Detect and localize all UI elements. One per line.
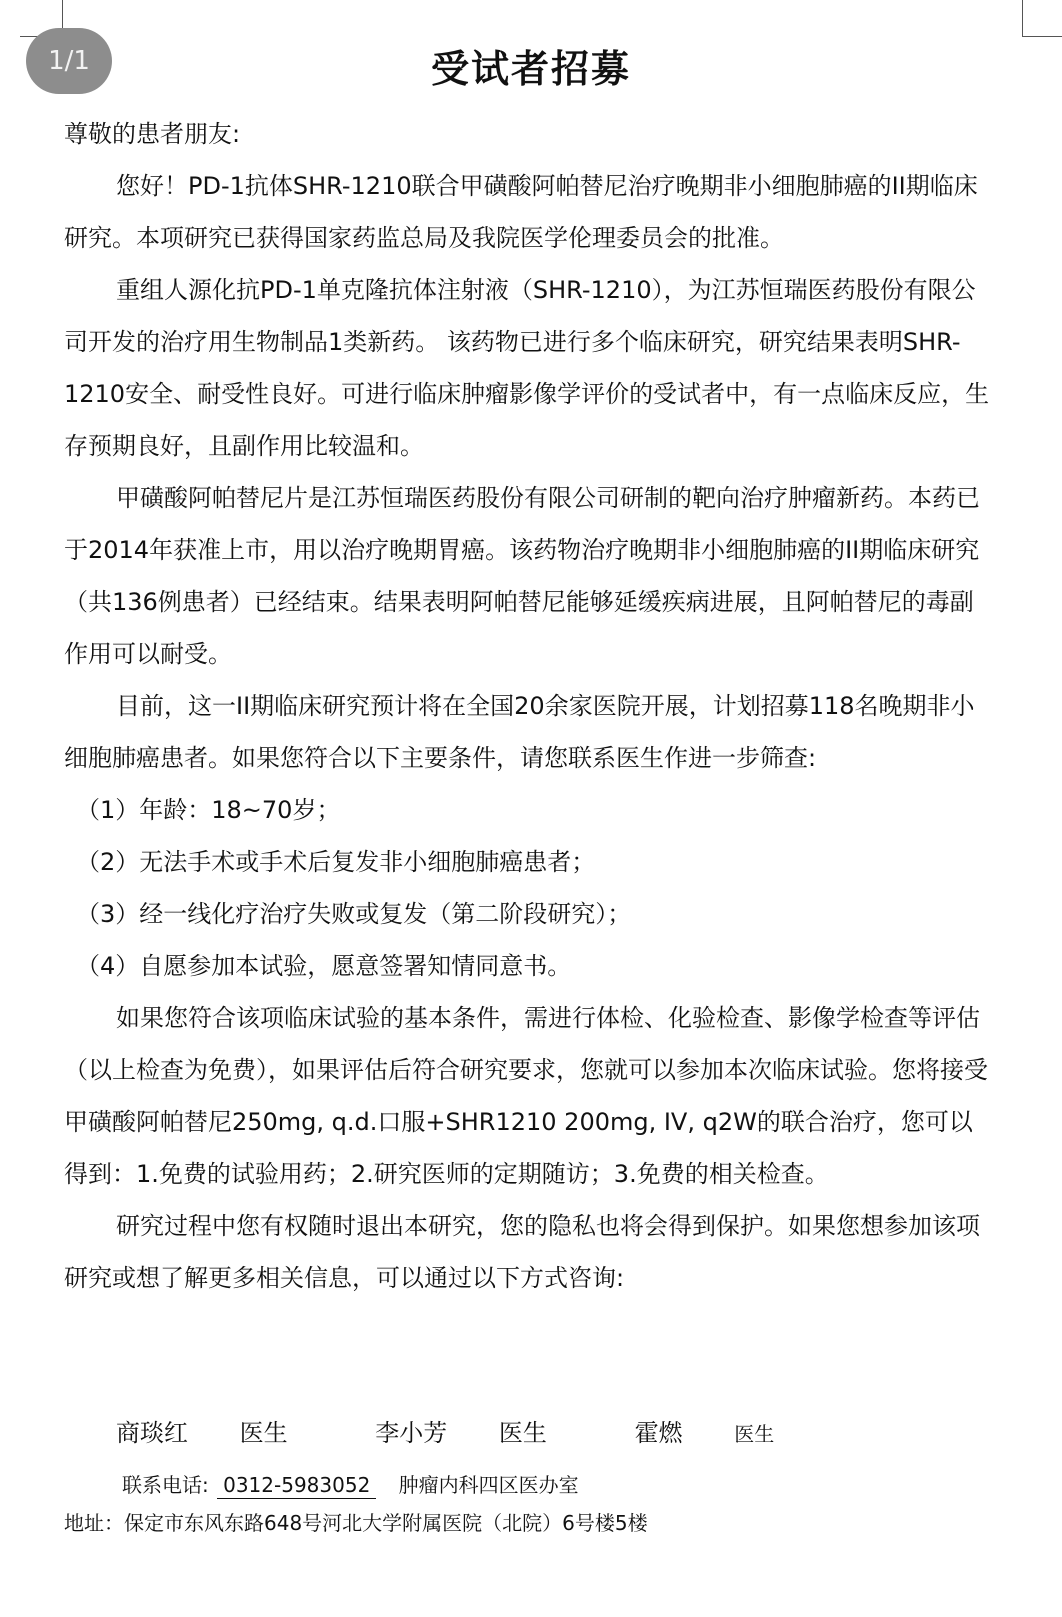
doctor-title: 医生 [239,1419,288,1447]
paragraph-recruitment: 目前，这一II期临床研究预计将在全国20余家医院开展，计划招募118名晚期非小细胞肺癌患者。如果您符合以下主要条件，请您联系医生作进一步筛查: [64,692,975,772]
contact-office: 肿瘤内科四区医办室 [398,1473,579,1497]
address-line: 地址：保定市东风东路648号河北大学附属医院（北院）6号楼5楼 [64,1511,648,1535]
condition-item: （3）经一线化疗治疗失败或复发（第二阶段研究）； [76,900,632,928]
paragraph-shr1210: 重组人源化抗PD-1单克隆抗体注射液（SHR-1210），为江苏恒瑞医药股份有限公司开发的治疗用生物制品1类新药。 该药物已进行多个临床研究，研究结果表明SHR-1210安全、耐受性良好。可进行临床肿瘤影像学评价的受试者中，有一点临床反应，生存预期良好，且副作用比较温和。 [64,276,990,460]
paragraph-privacy: 研究过程中您有权随时退出本研究，您的隐私也将会得到保护。如果您想参加该项研究或想了解更多相关信息，可以通过以下方式咨询: [64,1212,980,1292]
crop-mark-top-right [1022,0,1062,37]
doctor-name: 霍燃 [634,1419,683,1447]
condition-item: （2）无法手术或手术后复发非小细胞肺癌患者； [76,848,596,876]
doctor-list [116,1407,774,1460]
page-indicator: 1/1 [26,28,112,94]
paragraph-intro: 您好！PD-1抗体SHR-1210联合甲磺酸阿帕替尼治疗晚期非小细胞肺癌的II期临床研究。本项研究已获得国家药监总局及我院医学伦理委员会的批准。 [64,172,978,252]
greeting: 尊敬的患者朋友: [64,120,241,148]
condition-item: （4）自愿参加本试验，愿意签署知情同意书。 [76,952,572,980]
condition-item: （1）年龄：18~70岁； [76,796,341,824]
doctor-name: 李小芳 [375,1419,448,1447]
contact-line [122,1470,579,1500]
doctor-title: 医生 [498,1419,547,1447]
contact-phone: 0312-5983052 [217,1472,376,1499]
paragraph-treatment: 如果您符合该项临床试验的基本条件，需进行体检、化验检查、影像学检查等评估（以上检查为免费），如果评估后符合研究要求，您就可以参加本次临床试验。您将接受甲磺酸阿帕替尼250mg, q.d.口服+SHR1210 200mg, IV, q2W的联合治疗，您可以得到：1.免费的试验用药；2.研究医师的定期随访；3.免费的相关检查。 [64,1004,988,1188]
doctor-name: 商琰红 [116,1419,188,1447]
paragraph-apatinib: 甲磺酸阿帕替尼片是江苏恒瑞医药股份有限公司研制的靶向治疗肿瘤新药。本药已于2014年获准上市，用以治疗晚期胃癌。该药物治疗晚期非小细胞肺癌的II期临床研究（共136例患者）已经结束。结果表明阿帕替尼能够延缓疾病进展，且阿帕替尼的毒副作用可以耐受。 [64,484,980,668]
contact-label: 联系电话: [122,1473,209,1497]
doctor-title: 医生 [734,1422,775,1446]
document-body [64,108,994,1304]
page-title: 受试者招募 [430,47,631,91]
